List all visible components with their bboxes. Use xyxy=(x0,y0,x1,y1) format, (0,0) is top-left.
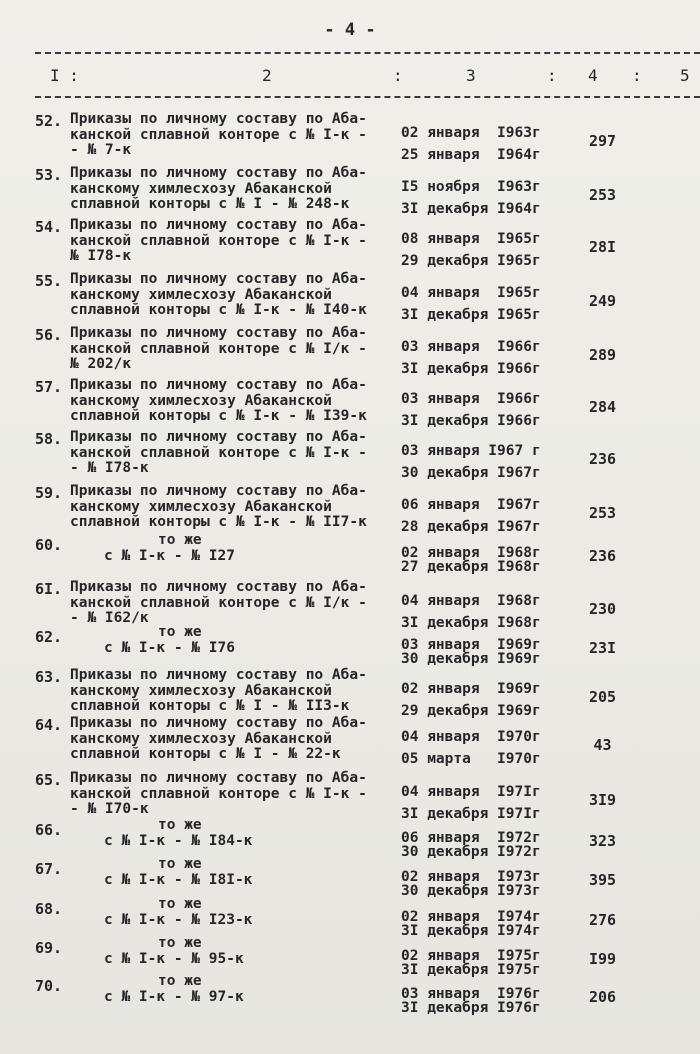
entry-dates xyxy=(401,678,571,722)
entry-number: 52. xyxy=(35,112,63,130)
entry-title xyxy=(70,533,400,564)
entry-title-line: канской сплавной конторе с № I-к - xyxy=(70,444,367,461)
sheet-count: 236 xyxy=(588,450,617,468)
entry-dates xyxy=(401,949,571,977)
entry-title xyxy=(70,484,400,531)
entry-title xyxy=(70,857,400,888)
date-to: 3I декабря I966г xyxy=(401,361,541,377)
entry-dates xyxy=(401,831,571,859)
entry-title xyxy=(70,625,400,656)
col-head-sep-3: : xyxy=(547,66,557,85)
entry-dates xyxy=(401,122,571,166)
header-rule-bottom xyxy=(35,96,700,98)
entry-title-line: - № 7-к xyxy=(70,142,132,158)
entry-title-line: то же xyxy=(158,973,202,989)
entry-title-line: - № I62/к xyxy=(70,610,149,626)
date-from: 02 января I969г xyxy=(401,681,541,697)
date-to: 3I декабря I97Iг xyxy=(401,806,541,822)
entry-title-line: Приказы по личному составу по Аба- xyxy=(70,770,367,786)
date-from: 04 января I970г xyxy=(401,729,541,745)
entry-title-line: Приказы по личному составу по Аба- xyxy=(70,271,367,287)
date-from: 04 января I965г xyxy=(401,285,541,301)
entry-title-line: с № I-к - № 97-к xyxy=(104,988,244,1005)
entry-title-line: с № I-к - № I27 xyxy=(104,547,235,564)
date-from: 08 января I965г xyxy=(401,231,541,247)
date-from: 03 января I969г xyxy=(401,637,541,653)
col-head-3: 3 xyxy=(466,66,476,85)
date-from: 03 января I966г xyxy=(401,339,541,355)
entry-dates xyxy=(401,590,571,634)
date-to: 3I декабря I964г xyxy=(401,201,541,217)
entry-dates xyxy=(401,546,571,574)
entry-title xyxy=(70,272,400,319)
entry-title-line: сплавной конторы с № I-к - № II7-к xyxy=(70,514,367,530)
entry-title-line: канскому химлесхозу Абаканской xyxy=(70,392,332,409)
sheet-count: 289 xyxy=(588,346,617,364)
sheet-count: 3I9 xyxy=(588,791,617,809)
entry-title xyxy=(70,668,400,715)
entry-title xyxy=(70,112,400,159)
entry-number: 67. xyxy=(35,860,63,878)
entry-dates xyxy=(401,870,571,898)
entry-title-line: канской сплавной конторе с № I/к - xyxy=(70,340,367,357)
entry-title-line: с № I-к - № I84-к xyxy=(104,832,253,849)
date-from: 03 января I967 г xyxy=(401,443,541,459)
entry-title xyxy=(70,716,400,763)
entry-title-line: Приказы по личному составу по Аба- xyxy=(70,429,367,445)
entry-dates xyxy=(401,282,571,326)
entry-title xyxy=(70,430,400,477)
entry-dates xyxy=(401,494,571,538)
entry-number: 65. xyxy=(35,771,63,789)
entry-number: 53. xyxy=(35,166,63,184)
date-from: 06 января I967г xyxy=(401,497,541,513)
entry-title-line: Приказы по личному составу по Аба- xyxy=(70,579,367,595)
entry-title-line: Приказы по личному составу по Аба- xyxy=(70,377,367,393)
sheet-count: I99 xyxy=(588,950,617,968)
entry-title-line: сплавной конторы с № I-к - № I40-к xyxy=(70,302,367,318)
col-head-5: 5 xyxy=(680,66,690,85)
page-number: - 4 - xyxy=(324,20,376,40)
date-to: 28 декабря I967г xyxy=(401,519,541,535)
entry-number: 56. xyxy=(35,326,63,344)
sheet-count: 249 xyxy=(588,292,617,310)
entry-dates xyxy=(401,987,571,1015)
entry-dates xyxy=(401,228,571,272)
entry-title-line: канскому химлесхозу Абаканской xyxy=(70,498,332,515)
entry-number: 66. xyxy=(35,821,63,839)
date-to: 3I декабря I974г xyxy=(401,923,541,939)
entry-title-line: Приказы по личному составу по Аба- xyxy=(70,111,367,127)
entry-title xyxy=(70,378,400,425)
date-to: 3I декабря I965г xyxy=(401,307,541,323)
entry-title-line: Приказы по личному составу по Аба- xyxy=(70,715,367,731)
sheet-count: 205 xyxy=(588,688,617,706)
entry-title-line: № 202/к xyxy=(70,356,132,372)
date-from: 04 января I97Iг xyxy=(401,784,541,800)
entry-number: 57. xyxy=(35,378,63,396)
entry-title xyxy=(70,218,400,265)
date-to: 25 января I964г xyxy=(401,147,541,163)
sheet-count: 253 xyxy=(588,186,617,204)
entry-title-line: канской сплавной конторе с № I-к - xyxy=(70,785,367,802)
entry-dates xyxy=(401,440,571,484)
entry-title-line: канской сплавной конторе с № I-к - xyxy=(70,126,367,143)
entry-title-line: - № I78-к xyxy=(70,460,149,476)
entry-number: 64. xyxy=(35,716,63,734)
date-to: 29 декабря I965г xyxy=(401,253,541,269)
col-head-1: I : xyxy=(50,66,79,85)
entry-title-line: с № I-к - № I8I-к xyxy=(104,871,253,888)
entry-title-line: канскому химлесхозу Абаканской xyxy=(70,730,332,747)
date-from: 02 января I975г xyxy=(401,948,541,964)
date-from: 02 января I973г xyxy=(401,869,541,885)
entry-number: 59. xyxy=(35,484,63,502)
sheet-count: 23I xyxy=(588,639,617,657)
entry-number: 70. xyxy=(35,977,63,995)
sheet-count: 253 xyxy=(588,504,617,522)
entry-dates xyxy=(401,781,571,825)
entry-dates xyxy=(401,176,571,220)
sheet-count: 297 xyxy=(588,132,617,150)
date-from: 03 января I976г xyxy=(401,986,541,1002)
date-from: 02 января I968г xyxy=(401,545,541,561)
date-to: 05 марта I970г xyxy=(401,751,541,767)
sheet-count: 230 xyxy=(588,600,617,618)
sheet-count: 276 xyxy=(588,911,617,929)
entry-title-line: то же xyxy=(158,856,202,872)
entry-title-line: с № I-к - № I23-к xyxy=(104,911,253,928)
date-to: 3I декабря I968г xyxy=(401,615,541,631)
col-head-2: 2 xyxy=(262,66,272,85)
col-head-sep-2: : xyxy=(393,66,403,85)
entry-title-line: с № I-к - № 95-к xyxy=(104,950,244,967)
entry-number: 62. xyxy=(35,628,63,646)
entry-title-line: то же xyxy=(158,896,202,912)
entry-title-line: Приказы по личному составу по Аба- xyxy=(70,325,367,341)
entry-title-line: то же xyxy=(158,935,202,951)
entry-title-line: канскому химлесхозу Абаканской xyxy=(70,286,332,303)
col-head-sep-4: : xyxy=(632,66,642,85)
entry-title-line: сплавной конторы с № I - № II3-к xyxy=(70,698,350,714)
col-head-1-label: I xyxy=(50,66,60,85)
date-to: 3I декабря I966г xyxy=(401,413,541,429)
entry-title xyxy=(70,974,400,1005)
entry-number: 69. xyxy=(35,939,63,957)
entry-title-line: сплавной конторы с № I - № 248-к xyxy=(70,196,350,212)
entry-title xyxy=(70,580,400,627)
entry-number: 54. xyxy=(35,218,63,236)
entry-title-line: сплавной конторы с № I - № 22-к xyxy=(70,746,341,762)
sheet-count: 284 xyxy=(588,398,617,416)
date-to: 30 декабря I967г xyxy=(401,465,541,481)
date-from: I5 ноября I963г xyxy=(401,179,541,195)
col-head-4: 4 xyxy=(588,66,598,85)
entry-title-line: то же xyxy=(158,817,202,833)
entry-number: 68. xyxy=(35,900,63,918)
date-from: 02 января I963г xyxy=(401,125,541,141)
date-from: 04 января I968г xyxy=(401,593,541,609)
entry-title-line: Приказы по личному составу по Аба- xyxy=(70,483,367,499)
date-to: 3I декабря I976г xyxy=(401,1000,541,1016)
entry-title-line: канскому химлесхозу Абаканской xyxy=(70,180,332,197)
date-to: 30 декабря I972г xyxy=(401,844,541,860)
entry-title-line: то же xyxy=(158,624,202,640)
date-from: 03 января I966г xyxy=(401,391,541,407)
entry-title-line: № I78-к xyxy=(70,248,132,264)
entry-title xyxy=(70,936,400,967)
entry-number: 6I. xyxy=(35,580,63,598)
entry-title-line: с № I-к - № I76 xyxy=(104,639,235,656)
sheet-count: 43 xyxy=(593,736,612,754)
header-rule-top xyxy=(35,52,700,54)
entry-number: 58. xyxy=(35,430,63,448)
date-from: 02 января I974г xyxy=(401,909,541,925)
entry-title xyxy=(70,771,400,818)
entry-dates xyxy=(401,638,571,666)
entry-title xyxy=(70,166,400,213)
sheet-count: 395 xyxy=(588,871,617,889)
entry-title-line: канской сплавной конторе с № I-к - xyxy=(70,232,367,249)
entry-title-line: то же xyxy=(158,532,202,548)
date-to: 29 декабря I969г xyxy=(401,703,541,719)
date-to: 30 декабря I969г xyxy=(401,651,541,667)
sheet-count: 28I xyxy=(588,238,617,256)
entry-number: 63. xyxy=(35,668,63,686)
sheet-count: 323 xyxy=(588,832,617,850)
entry-dates xyxy=(401,910,571,938)
entry-title-line: Приказы по личному составу по Аба- xyxy=(70,217,367,233)
entry-title xyxy=(70,897,400,928)
entry-title-line: Приказы по личному составу по Аба- xyxy=(70,165,367,181)
entry-title xyxy=(70,326,400,373)
sheet-count: 206 xyxy=(588,988,617,1006)
date-to: 30 декабря I973г xyxy=(401,883,541,899)
entry-title-line: канскому химлесхозу Абаканской xyxy=(70,682,332,699)
sheet-count: 236 xyxy=(588,547,617,565)
entry-number: 55. xyxy=(35,272,63,290)
date-to: 3I декабря I975г xyxy=(401,962,541,978)
entry-title-line: - № I70-к xyxy=(70,801,149,817)
entry-dates xyxy=(401,388,571,432)
entry-number: 60. xyxy=(35,536,63,554)
entry-dates xyxy=(401,336,571,380)
entry-title-line: канской сплавной конторе с № I/к - xyxy=(70,594,367,611)
entry-title-line: сплавной конторы с № I-к - № I39-к xyxy=(70,408,367,424)
entry-dates xyxy=(401,726,571,770)
date-from: 06 января I972г xyxy=(401,830,541,846)
entry-title-line: Приказы по личному составу по Аба- xyxy=(70,667,367,683)
entry-title xyxy=(70,818,400,849)
date-to: 27 декабря I968г xyxy=(401,559,541,575)
